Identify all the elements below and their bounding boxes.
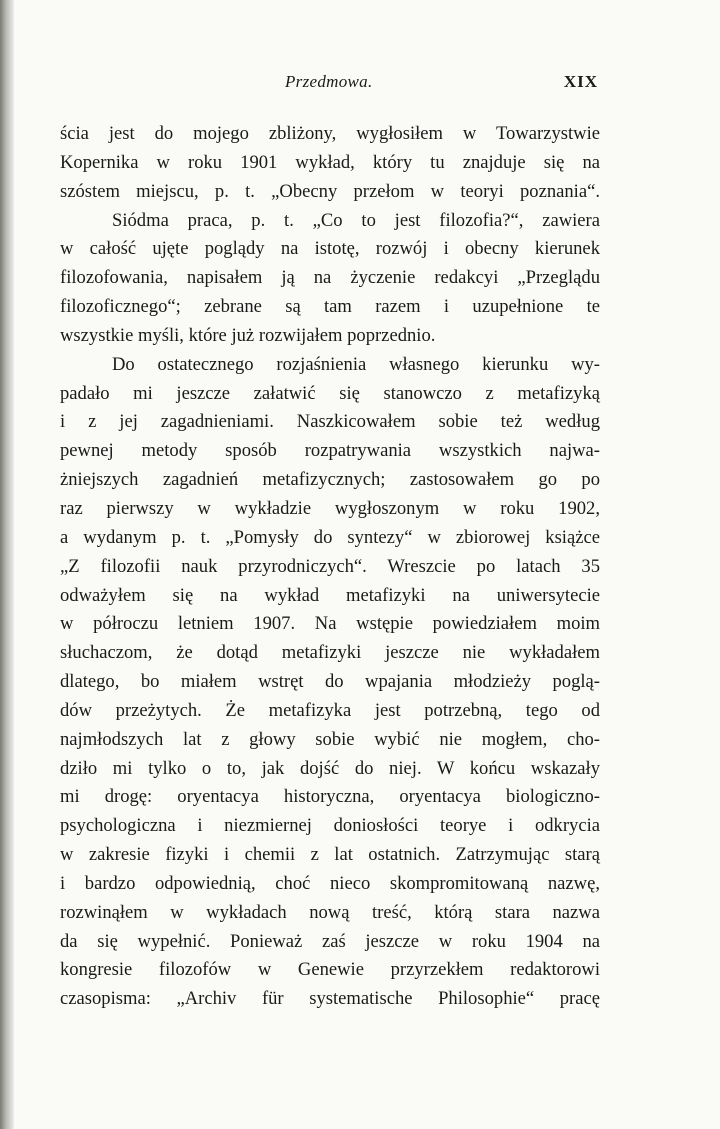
text-line: Do ostatecznego rozjaśnienia własnego kierunku wy-	[112, 353, 600, 375]
text-line: filozoficznego“; zebrane są tam razem i uzupełnione te	[60, 296, 600, 318]
text-line: mi drogę: oryentacya historyczna, oryentacya biologiczno-	[60, 786, 600, 808]
text-line: rozwinąłem w wykładach nową treść, którą stara nazwa	[60, 901, 600, 923]
page-number: XIX	[563, 72, 598, 91]
text-line: pewnej metody sposób rozpatrywania wszystkich najwa-	[60, 440, 600, 462]
text-line: „Z filozofii nauk przyrodniczych“. Wreszcie po latach 35	[60, 555, 600, 577]
text-line: w całość ujęte poglądy na istotę, rozwój i obecny kierunek	[60, 238, 600, 260]
body-text	[60, 120, 600, 1014]
text-line: czasopisma: „Archiv für systematische Philosophie“ pracę	[60, 988, 600, 1010]
text-line: wszystkie myśli, które już rozwijałem poprzednio.	[60, 324, 436, 346]
text-line: najmłodszych lat z głowy sobie wybić nie mogłem, cho-	[60, 728, 600, 750]
text-line: raz pierwszy w wykładzie wygłoszonym w roku 1902,	[60, 497, 600, 519]
text-line: ścia jest do mojego zbliżony, wygłosiłem w Towarzystwie	[60, 123, 600, 144]
text-line: i bardzo odpowiednią, choć nieco skompromitowaną nazwę,	[60, 872, 600, 894]
text-line: filozofowania, napisałem ją na życzenie redakcyi „Przeglądu	[60, 267, 600, 289]
text-line: a wydanym p. t. „Pomysły do syntezy“ w zbiorowej książce	[60, 526, 600, 548]
text-line: słuchaczom, że dotąd metafizyki jeszcze nie wykładałem	[60, 642, 600, 664]
text-line: Kopernika w roku 1901 wykład, który tu znajduje się na	[60, 151, 600, 173]
text-line: dziło mi tylko o to, jak dojść do niej. W końcu wskazały	[60, 757, 600, 779]
page-spine-shadow	[0, 0, 14, 1129]
text-line: padało mi jeszcze załatwić się stanowczo z metafizyką	[60, 382, 600, 404]
text-line: kongresie filozofów w Genewie przyrzekłem redaktorowi	[60, 959, 600, 981]
page-header	[60, 72, 600, 102]
text-line: w zakresie fizyki i chemii z lat ostatnich. Zatrzymując starą	[60, 844, 600, 866]
text-line: da się wypełnić. Ponieważ zaś jeszcze w roku 1904 na	[60, 930, 600, 952]
text-line: odważyłem się na wykład metafizyki na uniwersytecie	[60, 584, 600, 606]
text-line: szóstem miejscu, p. t. „Obecny przełom w teoryi poznania“.	[60, 180, 600, 202]
text-line: dlatego, bo miałem wstręt do wpajania młodzieży poglą-	[60, 671, 600, 693]
text-line: dów przeżytych. Że metafizyka jest potrzebną, tego od	[60, 699, 600, 721]
text-line: w półroczu letniem 1907. Na wstępie powiedziałem moim	[60, 613, 600, 635]
text-line: psychologiczna i niezmiernej doniosłości teorye i odkrycia	[60, 815, 600, 837]
text-line: żniejszych zagadnień metafizycznych; zastosowałem go po	[60, 469, 600, 491]
running-title: Przedmowa.	[285, 72, 373, 91]
text-line: Siódma praca, p. t. „Co to jest filozofia?“, zawiera	[112, 209, 600, 231]
text-line: i z jej zagadnieniami. Naszkicowałem sobie też według	[60, 411, 600, 433]
